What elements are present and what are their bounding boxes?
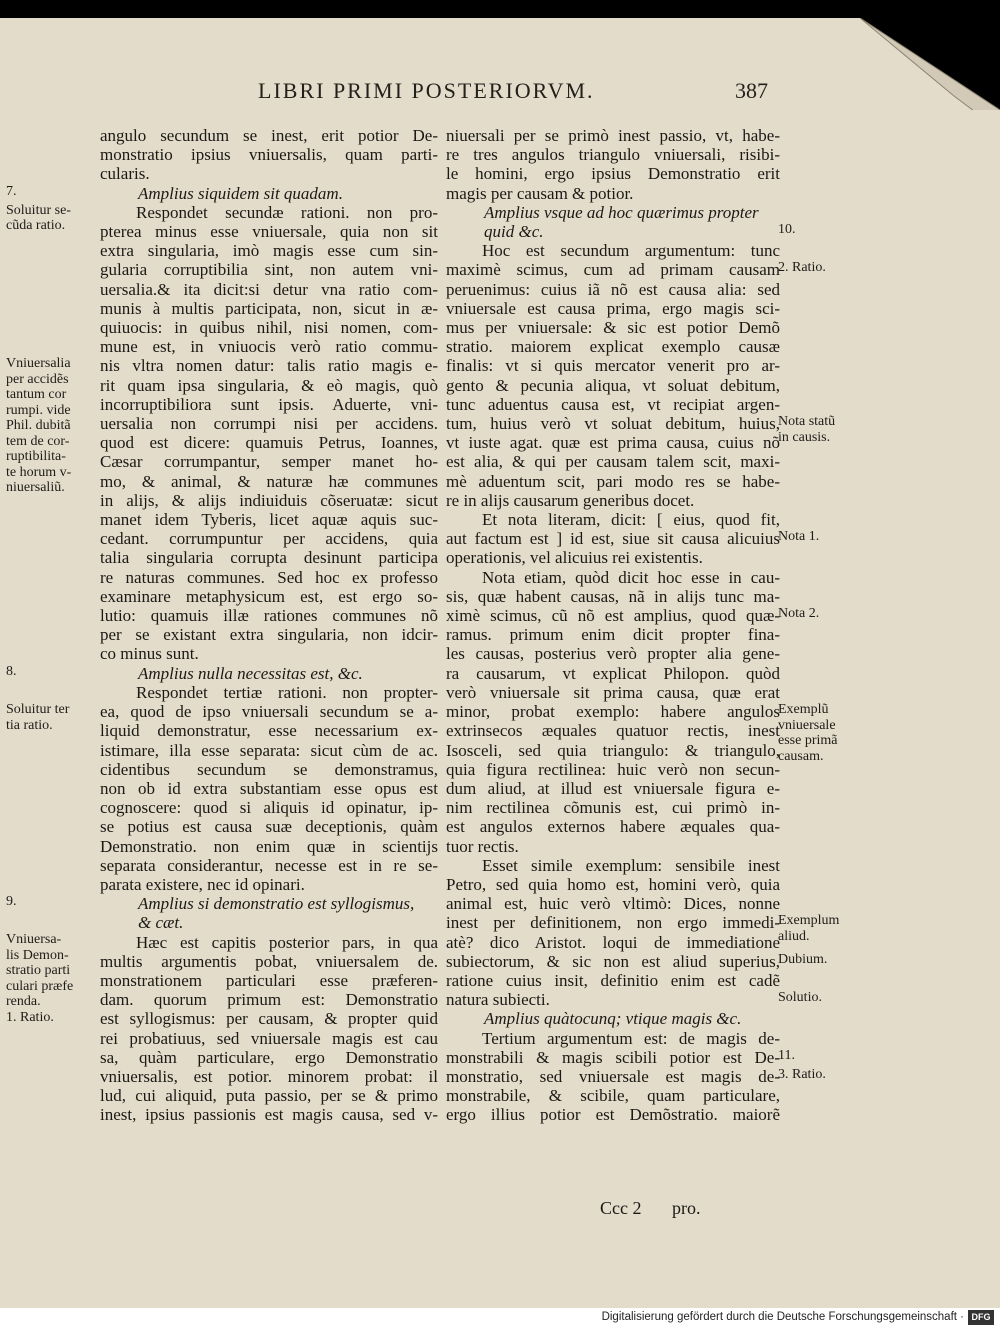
- text-line: non ob id extra substantiam esse opus est: [100, 778, 438, 798]
- text-line: quid &c.: [484, 222, 544, 242]
- text-line: monstrabili & magis scibili potior est De-: [446, 1047, 780, 1067]
- margin-note-line: Phil. dubitã: [6, 418, 71, 434]
- margin-note: [778, 1067, 826, 1083]
- margin-note: [6, 184, 17, 200]
- text-line: mè aduentum scit, pari modo res se habe-: [446, 471, 780, 491]
- text-line: tum, huius verò vt soluat debitum, huius,: [446, 414, 780, 434]
- book-page: [0, 18, 1000, 1308]
- text-line: Respondet tertiæ rationi. non propter-: [136, 682, 438, 702]
- margin-note-line: Soluitur se-: [6, 202, 71, 218]
- margin-note-line: 8.: [6, 663, 17, 679]
- text-line: Amplius siquidem sit quadam.: [138, 183, 343, 203]
- text-line: examinare metaphysicum est, est ergo so-: [100, 586, 438, 606]
- margin-note-line: te horum v-: [6, 464, 72, 480]
- text-line: magis per causam & potior.: [446, 183, 634, 203]
- text-line: separata considerantur, necesse est in re se-: [100, 855, 438, 875]
- text-line: ra causarum, vt explicat Philopon. quòd: [446, 663, 780, 683]
- text-line: quiuocis: in quibus nihil, nisi nomen, com-: [100, 318, 438, 338]
- text-line: dum aliud, at illud est vniuersale figura e-: [446, 778, 780, 798]
- text-line: cedant. corrumpuntur per accidens, quia: [100, 529, 438, 549]
- margin-note-line: lis Demon-: [6, 947, 69, 963]
- text-line: quia figura rectilinea: huic verò non secun-: [446, 759, 780, 779]
- footer-credit: Digitalisierung gefördert durch die Deutsche Forschungsgemeinschaft ·: [601, 1311, 964, 1323]
- text-line: Demonstratio. non enim quæ in scientijs: [100, 836, 438, 856]
- text-line: in alijs, & alijs indiuiduis cõseruatæ: sicut: [100, 490, 438, 510]
- text-line: manet idem Tyberis, licet aquæ aquis suc-: [100, 510, 438, 530]
- text-line: peruenimus: cuius iã nõ est causa alia: sed: [446, 279, 780, 299]
- text-line: gento & pecunia aliqua, vt soluat debitum,: [446, 375, 780, 395]
- margin-note-line: per accidẽs: [6, 371, 69, 387]
- margin-note-line: ruptibilita-: [6, 449, 66, 465]
- margin-note: [778, 952, 827, 968]
- text-line: maximè scimus, cum ad primam causam: [446, 260, 780, 280]
- margin-note-line: 1. Ratio.: [6, 1009, 54, 1025]
- text-line: rit quam ipsa singularia, & eò magis, quò: [100, 375, 438, 395]
- text-line: ramus. primum enim dicit propter fina-: [446, 625, 780, 645]
- margin-note-line: renda.: [6, 994, 41, 1010]
- text-column-right: [446, 126, 780, 1125]
- text-line: aut factum est ] id est, siue sit causa alicuius: [446, 529, 780, 549]
- margin-note-line: 7.: [6, 183, 17, 199]
- text-line: nim rectilinea cõmunis est, cui primò in-: [446, 798, 780, 818]
- dfg-logo-icon: DFG: [968, 1310, 994, 1325]
- margin-note-line: Vniuersa-: [6, 932, 62, 948]
- text-line: re tres angulos triangulo vniuersali, risibi-: [446, 145, 780, 165]
- signature-mark: Ccc 2: [600, 1198, 642, 1218]
- text-line: nis vltra nomen datur: talis ratio magis e-: [100, 356, 438, 376]
- text-line: sis, quæ habent causas, nã in alijs tunc ma-: [446, 586, 780, 606]
- margin-note-line: Vniuersalia: [6, 356, 71, 372]
- text-line: lud, cui aliquid, puta passio, per se & primo: [100, 1086, 438, 1106]
- margin-note: [778, 702, 837, 764]
- margin-note-line: tem de cor-: [6, 433, 70, 449]
- text-line: quod est dicere: quamuis Petrus, Ioannes,: [100, 433, 438, 453]
- text-line: Hoc est secundum argumentum: tunc: [482, 241, 780, 261]
- text-line: tunc aduentus causa est, vt recipiat argen-: [446, 394, 780, 414]
- text-line: extrinsecos æquales quatuor rectis, inest: [446, 721, 780, 741]
- text-line: Esset simile exemplum: sensibile inest: [482, 855, 780, 875]
- text-line: mune est, in vniuocis verò ratio commu-: [100, 337, 438, 357]
- text-line: Respondet secundæ rationi. non pro-: [136, 202, 438, 222]
- text-line: monstratio, sed vniuersale est magis de-: [446, 1066, 780, 1086]
- margin-note-line: tia ratio.: [6, 717, 53, 733]
- margin-note-line: niuersaliũ.: [6, 480, 65, 496]
- text-line: Isosceli, sed quia triangulo: & triangulo,: [446, 740, 780, 760]
- text-line: animal est, huic verò vltimò: Dices, nonne: [446, 894, 780, 914]
- text-line: Amplius si demonstratio est syllogismus,: [138, 894, 415, 914]
- text-line: lutio: quamuis illæ rationes communes nõ: [100, 606, 438, 626]
- text-line: uersalia.& ita dicit:si detur vna ratio com-: [100, 279, 438, 299]
- margin-note: [778, 990, 822, 1006]
- text-line: natura subiecti.: [446, 990, 550, 1010]
- text-line: les causas, posterius verò propter alia gene-: [446, 644, 780, 664]
- margin-note-line: 11.: [778, 1047, 795, 1063]
- margin-note-line: causam.: [778, 748, 824, 764]
- text-line: incorruptibiliora sunt ipsis. Aduerte, vni-: [100, 394, 438, 414]
- catchword: pro.: [671, 1198, 701, 1218]
- margin-note-line: Nota 2.: [778, 606, 820, 621]
- text-line: angulo secundum se inest, erit potior De-: [100, 126, 438, 145]
- margin-note-line: Nota statũ: [778, 414, 836, 429]
- text-line: per se existant extra singularia, non idcir-: [100, 625, 438, 645]
- digitization-footer: [0, 1308, 1000, 1328]
- text-line: co minus sunt.: [100, 644, 199, 664]
- margin-note-line: Exemplum: [778, 913, 840, 929]
- text-column-left: [100, 126, 438, 1125]
- text-line: parata existere, nec id opinari.: [100, 874, 305, 894]
- text-line: ratione cuius insit, definitio enim est cadẽ: [446, 970, 780, 990]
- text-line: istimare, illa esse separata: sicut cùm de ac.: [100, 740, 438, 760]
- margin-note: [6, 894, 17, 910]
- margin-note-line: 9.: [6, 894, 17, 909]
- text-line: cularis.: [100, 164, 150, 184]
- margin-note: [778, 606, 819, 622]
- margin-note: [6, 932, 73, 1025]
- text-line: Cæsar corrumpantur, semper manet ho-: [100, 452, 438, 472]
- margin-note: [6, 702, 69, 733]
- text-line: le homini, ergo ipsius Demonstratio erit: [446, 164, 780, 184]
- text-line: sa, quàm particulare, ergo Demonstratio: [100, 1047, 438, 1067]
- text-line: re in alijs causarum generibus docet.: [446, 490, 695, 510]
- margin-note-line: cũda ratio.: [6, 218, 66, 234]
- text-line: inest, ipsius passionis est magis causa, sed v-: [100, 1105, 438, 1125]
- text-line: verò vniuersale sit prima causa, quæ erat: [446, 682, 780, 702]
- text-line: est alia, & qui per causam talem scit, maxi-: [446, 452, 780, 472]
- text-line: inest per definitionem, non ergo immedi-: [446, 913, 780, 933]
- text-line: mo, & animal, & naturæ hæ communes: [100, 471, 438, 491]
- margin-note-line: 10.: [778, 222, 796, 237]
- margin-note-line: stratio parti: [6, 963, 71, 979]
- text-line: vt iuste agat. quæ est prima causa, cuius nõ: [446, 433, 780, 453]
- text-line: atè? dico Aristot. loqui de immediatione: [446, 932, 780, 952]
- margin-note: [778, 529, 819, 545]
- text-line: Hæc est capitis posterior pars, in qua: [136, 932, 438, 952]
- text-line: monstratio ipsius vniuersalis, quam parti-: [100, 145, 438, 165]
- text-line: est syllogismus: per causam, & propter quid: [100, 1009, 438, 1029]
- margin-note-line: 3. Ratio.: [778, 1066, 826, 1082]
- text-line: se potius est causa suæ deceptionis, quàm: [100, 817, 438, 837]
- text-line: subiectorum, & sic non est aliud superius,: [446, 951, 780, 971]
- text-line: tuor rectis.: [446, 836, 519, 856]
- text-line: Petro, sed quia homo est, homini verò, quia: [446, 874, 780, 894]
- text-line: cognoscere: quod si aliquis id opinatur, ip-: [100, 798, 438, 818]
- margin-note: [778, 222, 796, 238]
- text-line: vniuersalis, est potior. minorem probat: il: [100, 1066, 438, 1086]
- text-line: Et nota literam, dicit: [ eius, quod fit,: [482, 510, 780, 530]
- text-line: ea, quod de ipso vniuersali secundum se a-: [100, 702, 438, 722]
- margin-note-line: rumpi. vide: [6, 402, 71, 418]
- text-line: & cæt.: [138, 913, 184, 933]
- margin-note-line: aliud.: [778, 928, 810, 944]
- text-line: finalis: vt si quis mercator venerit pro ar-: [446, 356, 780, 376]
- text-line: extra singularia, imò magis esse cum sin-: [100, 241, 438, 261]
- text-line: operationis, vel alicuius rei existentis.: [446, 548, 703, 568]
- margin-note: [778, 260, 826, 276]
- margin-note-line: Exemplũ: [778, 702, 829, 717]
- text-line: gularia corruptibilia sint, non autem vni-: [100, 260, 438, 280]
- margin-note-line: Nota 1.: [778, 529, 820, 545]
- text-line: Amplius quàtocunq; vtique magis &c.: [484, 1009, 742, 1029]
- text-line: cidentibus secundum se demonstramus,: [100, 759, 438, 779]
- margin-note-line: Dubium.: [778, 951, 828, 967]
- text-line: ximè scimus, cũ nõ est amplius, quod quæ-: [446, 606, 780, 626]
- margin-note-line: in causis.: [778, 429, 831, 445]
- text-line: pterea minus esse vniuersale, quia non sit: [100, 222, 438, 242]
- margin-note-line: Soluitur ter: [6, 702, 70, 717]
- text-line: multis argumentis pobat, vniuersalem de.: [100, 951, 438, 971]
- text-line: talia singularia corrupta desinunt participa: [100, 548, 438, 568]
- text-line: mus per vniuersale: & sic est potior Demõ: [446, 318, 780, 338]
- text-line: Amplius vsque ad hoc quærimus propter: [484, 202, 759, 222]
- text-line: liquid demonstratur, esse necessarium ex-: [100, 721, 438, 741]
- text-line: Amplius nulla necessitas est, &c.: [138, 663, 363, 683]
- margin-note-line: culari præfe: [6, 978, 74, 994]
- margin-note-line: esse primã: [778, 733, 838, 748]
- margin-note-line: Solutio.: [778, 990, 822, 1005]
- margin-note-line: tantum cor: [6, 387, 67, 403]
- text-line: ergo illius potior est Demõstratio. maiorẽ: [446, 1105, 780, 1125]
- margin-note-line: 2. Ratio.: [778, 260, 826, 276]
- margin-note: [6, 356, 71, 496]
- text-line: vniuersale est causa prima, ergo magis sci-: [446, 298, 780, 318]
- text-line: Nota etiam, quòd dicit hoc esse in cau-: [482, 567, 780, 587]
- text-line: monstrabile, & scibile, quam particulare,: [446, 1086, 780, 1106]
- text-line: Tertium argumentum est: de magis de-: [482, 1028, 780, 1048]
- page-number: 387: [735, 78, 768, 103]
- text-line: rei probatiuus, sed vniuersale magis est cau: [100, 1028, 438, 1048]
- text-line: munis à multis participata, non, sicut in æ-: [100, 298, 438, 318]
- margin-note: [6, 664, 17, 680]
- margin-note: [778, 913, 839, 944]
- text-line: minor, probat exemplo: habere angulos: [446, 702, 780, 722]
- text-line: dam. quorum primum est: Demonstratio: [100, 990, 438, 1010]
- margin-note: [778, 414, 835, 445]
- folded-corner-icon: [860, 18, 1000, 110]
- text-line: niuersali per se primò inest passio, vt, habe-: [446, 126, 780, 145]
- text-line: est angulos externos habere æquales qua-: [446, 817, 780, 837]
- text-line: re naturas communes. Sed hoc ex professo: [100, 567, 438, 587]
- running-title: LIBRI PRIMI POSTERIORVM.: [258, 78, 595, 103]
- text-line: stratio. maiorem explicat exemplo causæ: [446, 337, 780, 357]
- margin-note-line: vniuersale: [778, 717, 836, 733]
- text-line: uersalia non corrumpi nisi per accidens.: [100, 414, 438, 434]
- margin-note: [778, 1048, 795, 1064]
- margin-note: [6, 203, 71, 234]
- text-line: monstrationem particulari esse præferen-: [100, 970, 438, 990]
- catchword-line: [600, 1198, 726, 1219]
